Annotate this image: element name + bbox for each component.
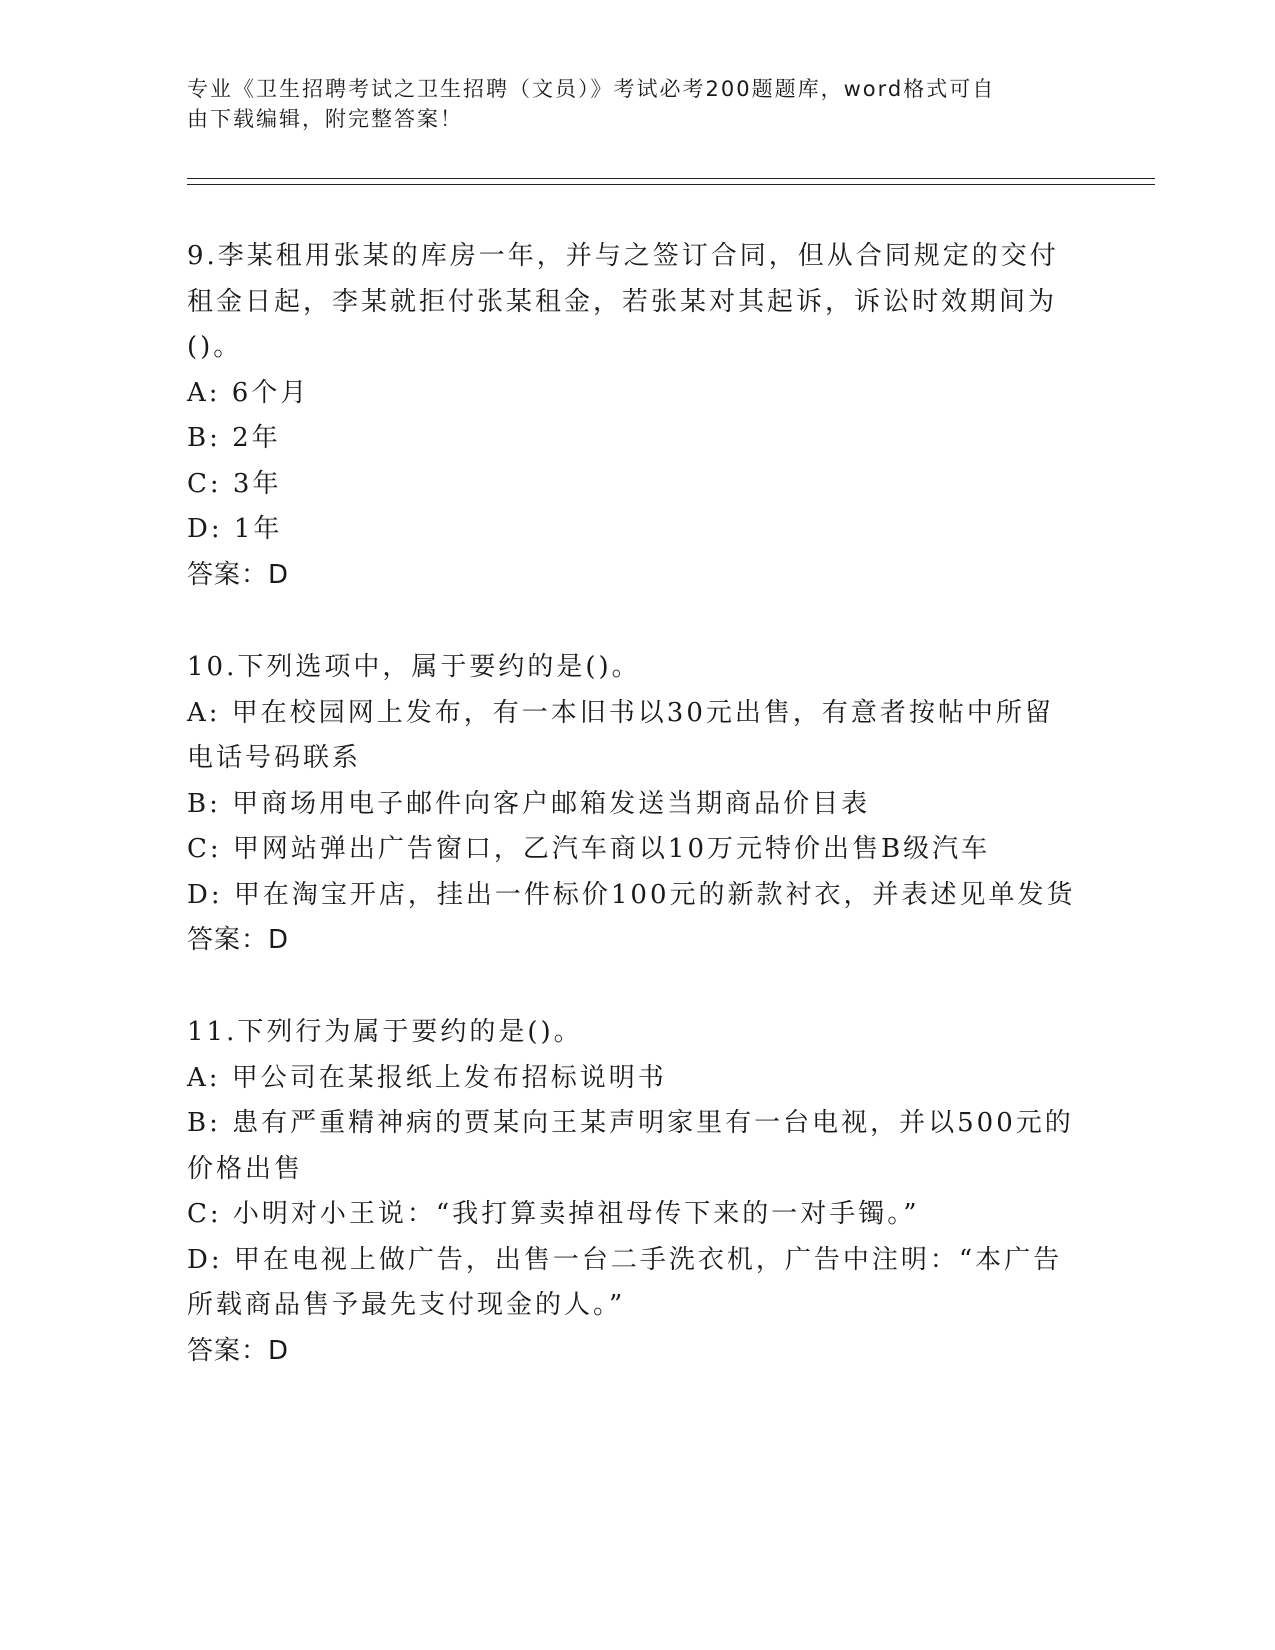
option-d: D: 1年 [187,514,283,544]
document-header [187,74,1067,134]
question-stem-line: 10.下列选项中，属于要约的是()。 [187,652,641,682]
option-a: A: 甲在校园网上发布，有一本旧书以30元出售，有意者按帖中所留 [187,697,1054,728]
option-c: C: 3年 [187,468,282,499]
option-a-continued: 电话号码联系 [187,743,362,773]
option-d: D: 甲在淘宝开店，挂出一件标价100元的新款衬衣，并表述见单发货 [187,879,1076,910]
option-d-continued: 所载商品售予最先支付现金的人。” [187,1290,626,1320]
option-b: B: 2年 [187,423,281,453]
question-stem-line: ()。 [187,332,243,362]
header-line-2: 由下载编辑，附完整答案！ [187,107,463,131]
option-a: A: 甲公司在某报纸上发布招标说明书 [187,1062,667,1093]
question-11 [187,1010,1087,1374]
question-stem-line: 9.李某租用张某的库房一年，并与之签订合同，但从合同规定的交付 [187,241,1059,271]
header-line-1: 专业《卫生招聘考试之卫生招聘（文员）》考试必考200题题库，word格式可自 [187,77,996,101]
question-stem-line: 11.下列行为属于要约的是()。 [187,1017,583,1047]
option-c: C: 甲网站弹出广告窗口，乙汽车商以10万元特价出售B级汽车 [187,834,991,864]
option-b-continued: 价格出售 [187,1153,304,1184]
answer-label: 答案：D [187,1335,290,1366]
answer-label: 答案：D [187,925,290,955]
option-d: D: 甲在电视上做广告，出售一台二手洗衣机，广告中注明：“本广告 [187,1244,1063,1275]
header-divider-top [187,178,1155,179]
answer-label: 答案：D [187,559,290,590]
option-b: B: 患有严重精神病的贾某向王某声明家里有一台电视，并以500元的 [187,1108,1074,1138]
option-b: B: 甲商场用电子邮件向客户邮箱发送当期商品价目表 [187,788,871,819]
question-10 [187,645,1087,964]
option-c: C: 小明对小王说：“我打算卖掉祖母传下来的一对手镯。” [187,1199,920,1229]
question-stem-line: 租金日起，李某就拒付张某租金，若张某对其起诉，诉讼时效期间为 [187,286,1058,317]
header-divider-bottom [187,184,1155,185]
option-a: A: 6个月 [187,377,310,408]
question-9 [187,234,1087,598]
